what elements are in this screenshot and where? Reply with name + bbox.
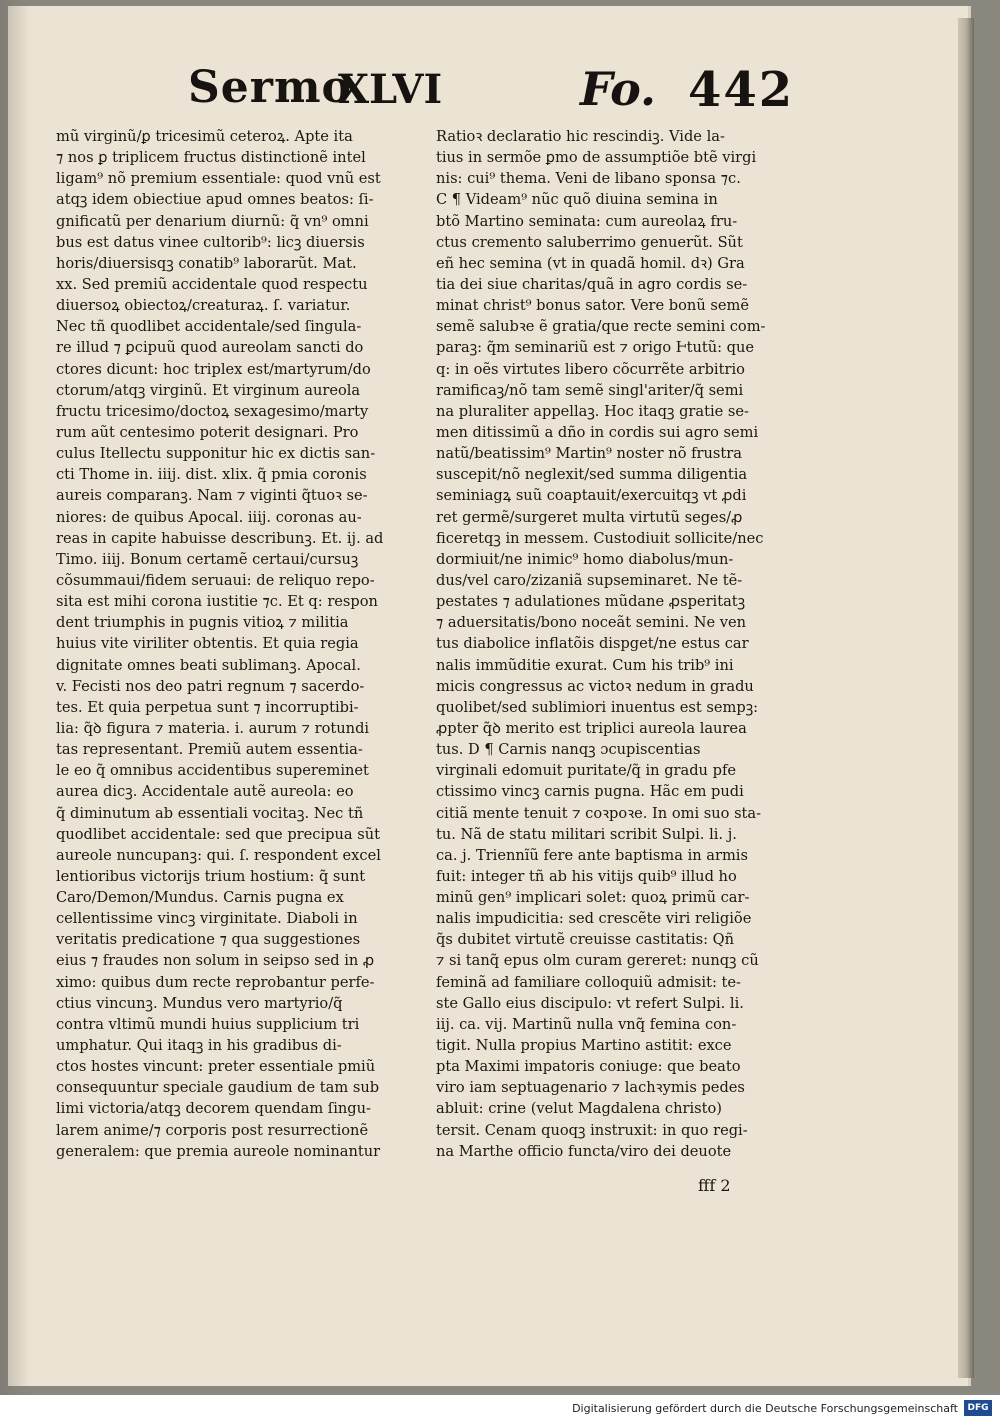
header-sermo: Sermo: [188, 62, 352, 113]
text-line: micis congressus ac victoꝛ nedum in gradu: [436, 677, 754, 695]
text-line: niores: de quibus Apocal. iiij. coronas au-: [56, 508, 362, 526]
text-line: tus. D ¶ Carnis nanqꝫ ɔcupiscentias: [436, 741, 701, 759]
text-line: sita est mihi corona iustitie ⁊c. Et q: respon: [56, 593, 378, 611]
text-line: tersit. Cenam quoqꝫ instruxit: in quo regi-: [436, 1121, 748, 1139]
text-line: nalis immũditie exurat. Cum his trib⁹ ini: [436, 656, 734, 674]
text-line: diuersoꝝ obiectoꝝ/creaturaꝝ. ſ. variatur.: [56, 297, 351, 315]
text-line: contra vltimũ mundi huius supplicium tri: [56, 1015, 360, 1033]
text-line: iij. ca. vij. Martinũ nulla vnq̃ femina con-: [436, 1015, 737, 1033]
text-line: le eo q̃ omnibus accidentibus supereminet: [56, 762, 369, 780]
text-line: nis: cui⁹ thema. Veni de libano sponsa ⁊c.: [436, 170, 741, 188]
text-line: aurea dicꝫ. Accidentale autẽ aureola: eo: [56, 783, 354, 801]
book-page: [8, 6, 971, 1386]
text-line: quolibet/sed sublimiori inuentus est sempꝫ:: [436, 698, 759, 716]
text-line: Timo. iiij. Bonum certamẽ certaui/cursuꝫ: [56, 550, 359, 568]
text-line: feminã ad familiare colloquiũ admisit: te-: [436, 973, 741, 991]
text-line: ctores dicunt: hoc triplex est/martyrum/do: [56, 360, 371, 378]
text-line: ⁊ si tanq̃ epus olm curam gereret: nunqꝫ cũ: [436, 952, 759, 970]
text-line: aureis comparanꝫ. Nam ⁊ viginti q̃tuoꝛ se-: [56, 487, 368, 505]
footer-bar: [0, 1395, 1000, 1423]
text-line: ca. j. Triennĩũ fere ante baptisma in armis: [436, 846, 748, 864]
text-line: minũ gen⁹ implicari solet: quoꝝ primũ car-: [436, 889, 750, 907]
text-line: eñ hec semina (vt in quadã homil. dꝛ) Gra: [436, 254, 745, 272]
text-line: natũ/beatissim⁹ Martin⁹ noster nõ frustra: [436, 445, 742, 463]
running-header: [178, 62, 798, 132]
text-line: na pluraliter appellaꝫ. Hoc itaqꝫ gratie se-: [436, 402, 749, 420]
text-line: dent triumphis in pugnis vitioꝝ ⁊ militia: [56, 614, 349, 632]
text-line: quodlibet accidentale: sed que precipua sũt: [56, 825, 380, 843]
page-edge: [958, 18, 974, 1378]
left-text-column: [56, 126, 416, 1162]
text-line: Ratioꝛ declaratio hic rescindiꝫ. Vide la-: [436, 128, 725, 145]
text-line: tia dei siue charitas/quã in agro cordis se-: [436, 275, 748, 293]
text-line: ficeretqꝫ in messem. Custodiuit sollicite/nec: [436, 529, 764, 547]
text-line: fuit: integer tñ ab his vitijs quib⁹ illud ho: [436, 867, 737, 885]
text-line: Caro/Demon/Mundus. Carnis pugna ex: [56, 889, 344, 907]
text-line: btõ Martino seminata: cum aureolaꝝ fru-: [436, 212, 738, 230]
text-line: ctus cremento saluberrimo genuerũt. Sũt: [436, 233, 743, 251]
header-sermon-number: XLVI: [338, 66, 443, 113]
text-line: v. Fecisti nos deo patri regnum ⁊ sacerdo-: [56, 677, 365, 695]
text-line: viro iam septuagenario ⁊ lachꝛymis pedes: [436, 1079, 745, 1097]
text-line: pta Maximi impatoris coniuge: que beato: [436, 1058, 741, 1076]
text-line: ctissimo vincꝫ carnis pugna. Hãc em pudi: [436, 783, 744, 801]
text-line: ret germẽ/surgeret multa virtutũ seges/ꝓ: [436, 508, 743, 526]
text-line: consequuntur speciale gaudium de tam sub: [56, 1079, 380, 1097]
text-line: ctos hostes vincunt: preter essentiale pmiũ: [56, 1058, 376, 1076]
text-line: ste Gallo eius discipulo: vt refert Sulpi. li.: [436, 994, 744, 1012]
text-line: culus Itellectu supponitur hic ex dictis san-: [56, 445, 376, 463]
text-line: men ditissimũ a dño in cordis sui agro semi: [436, 423, 759, 441]
text-line: cellentissime vincꝫ virginitate. Diaboli in: [56, 910, 358, 928]
text-line: reas in capite habuisse describunꝫ. Et. ij. ad: [56, 529, 384, 547]
text-line: seminiagꝝ suũ coaptauit/exercuitqꝫ vt ꝓdi: [436, 487, 747, 505]
text-line: generalem: que premia aureole nominantur: [56, 1142, 381, 1160]
text-line: huius vite viriliter obtentis. Et quia regia: [56, 635, 359, 653]
text-line: tus diabolice inflatõis dispget/ne estus car: [436, 635, 749, 653]
text-line: atqꝫ idem obiectiue apud omnes beatos: ſi-: [56, 191, 374, 209]
text-line: limi victoria/atqꝫ decorem quendam ſingu-: [56, 1100, 371, 1118]
text-line: ctius vincunꝫ. Mundus vero martyrio/q̃: [56, 994, 343, 1012]
signature-mark: fff 2: [698, 1176, 731, 1195]
text-line: dignitate omnes beati sublimanꝫ. Apocal.: [56, 656, 361, 674]
text-line: ⁊ nos ꝑ triplicem fructus distinctionẽ intel: [56, 149, 366, 167]
text-line: q: in oẽs virtutes libero cõcurrẽte arbitrio: [436, 360, 745, 378]
text-line: mũ virginũ/ꝑ tricesimũ ceteroꝝ. Apte ita: [56, 128, 353, 145]
text-line: dormiuit/ne inimic⁹ homo diabolus/mun-: [436, 550, 734, 568]
text-line: dus/vel caro/zizaniã supseminaret. Ne tẽ-: [436, 571, 743, 589]
text-line: na Marthe officio functa/viro dei deuote: [436, 1142, 732, 1160]
text-line: tes. Et quia perpetua sunt ⁊ incorruptibi-: [56, 698, 359, 716]
gutter-shadow: [0, 0, 30, 1395]
header-page-number: 442: [688, 62, 795, 118]
text-line: q̃ diminutum ab essentiali vocitaꝫ. Nec tñ: [56, 804, 364, 822]
text-line: pestates ⁊ adulationes mũdane ꝓsperitatꝫ: [436, 593, 746, 611]
header-folio-label: Fo.: [580, 62, 657, 116]
text-line: fructu tricesimo/doctoꝝ sexagesimo/marty: [56, 402, 369, 420]
dfg-logo: DFG: [964, 1400, 992, 1416]
text-line: cti Thome in. iiij. dist. xlix. q̃ pmia coronis: [56, 466, 367, 484]
text-line: tius in sermõe ꝑmo de assumptiõe btẽ virgi: [436, 149, 757, 167]
text-line: re illud ⁊ ꝑcipuũ quod aureolam sancti do: [56, 339, 364, 357]
text-line: bus est datus vinee cultorib⁹: licꝫ diuersis: [56, 233, 365, 251]
text-line: citiã mente tenuit ⁊ coꝛpoꝛe. In omi suo sta-: [436, 804, 762, 822]
text-line: eius ⁊ fraudes non solum in seipso sed in ꝓ: [56, 952, 375, 970]
text-line: veritatis predicatione ⁊ qua suggestiones: [56, 931, 361, 949]
text-line: larem anime/⁊ corporis post resurrectionẽ: [56, 1121, 369, 1139]
text-line: ctorum/atqꝫ virginũ. Et virginum aureola: [56, 381, 361, 399]
text-line: ꝓpter q̃ꝺ merito est triplici aureola laurea: [436, 719, 747, 737]
text-line: tu. Nã de statu militari scribit Sulpi. li. j.: [436, 825, 737, 843]
text-line: gnificatũ per denarium diurnũ: q̃ vn⁹ omni: [56, 212, 369, 230]
text-line: virginali edomuit puritate/q̃ in gradu pfe: [436, 762, 736, 780]
text-line: cõsummaui/fidem seruaui: de reliquo repo-: [56, 571, 375, 589]
text-line: lentioribus victorijs trium hostium: q̃ sunt: [56, 867, 366, 885]
text-line: ligam⁹ nõ premium essentiale: quod vnũ est: [56, 170, 381, 188]
text-line: abluit: crine (velut Magdalena christo): [436, 1100, 722, 1118]
text-line: xx. Sed premiũ accidentale quod respectu: [56, 275, 368, 293]
text-line: horis/diuersisqꝫ conatib⁹ laborarũt. Mat.: [56, 254, 357, 272]
text-line: umphatur. Qui itaqꝫ in his gradibus di-: [56, 1037, 342, 1055]
text-line: Nec tñ quodlibet accidentale/sed ſingula-: [56, 318, 362, 336]
text-line: tigit. Nulla propius Martino astitit: exce: [436, 1037, 732, 1055]
text-line: nalis impudicitia: sed crescẽte viri religiõe: [436, 910, 752, 928]
text-line: q̃s dubitet virtutẽ creuisse castitatis: Qñ: [436, 931, 735, 949]
text-line: ramificaꝫ/nõ tam semẽ singl'ariter/q̃ semi: [436, 381, 744, 399]
text-line: rum aũt centesimo poterit designari. Pro: [56, 423, 359, 441]
text-line: lia: q̃ꝺ figura ⁊ materia. i. aurum ⁊ rotundi: [56, 719, 370, 737]
right-text-column: [436, 126, 781, 1162]
text-line: semẽ salubꝛe ẽ gratia/que recte semini com-: [436, 318, 766, 336]
text-line: paraꝫ: q̃m seminariũ est ⁊ origo Ⱶtutũ: que: [436, 339, 755, 357]
text-line: suscepit/nõ neglexit/sed summa diligentia: [436, 466, 748, 484]
text-line: ximo: quibus dum recte reprobantur perfe-: [56, 973, 375, 991]
funding-notice: Digitalisierung gefördert durch die Deutsche Forschungsgemeinschaft: [572, 1402, 958, 1415]
text-line: ⁊ aduersitatis/bono noceãt semini. Ne ven: [436, 614, 747, 632]
text-line: C ¶ Videam⁹ nũc quõ diuina semina in: [436, 191, 718, 209]
text-line: aureole nuncupanꝫ: qui. ſ. respondent excel: [56, 846, 381, 864]
text-line: tas representant. Premiũ autem essentia-: [56, 741, 363, 759]
text-line: minat christ⁹ bonus sator. Vere bonũ semẽ: [436, 297, 749, 315]
